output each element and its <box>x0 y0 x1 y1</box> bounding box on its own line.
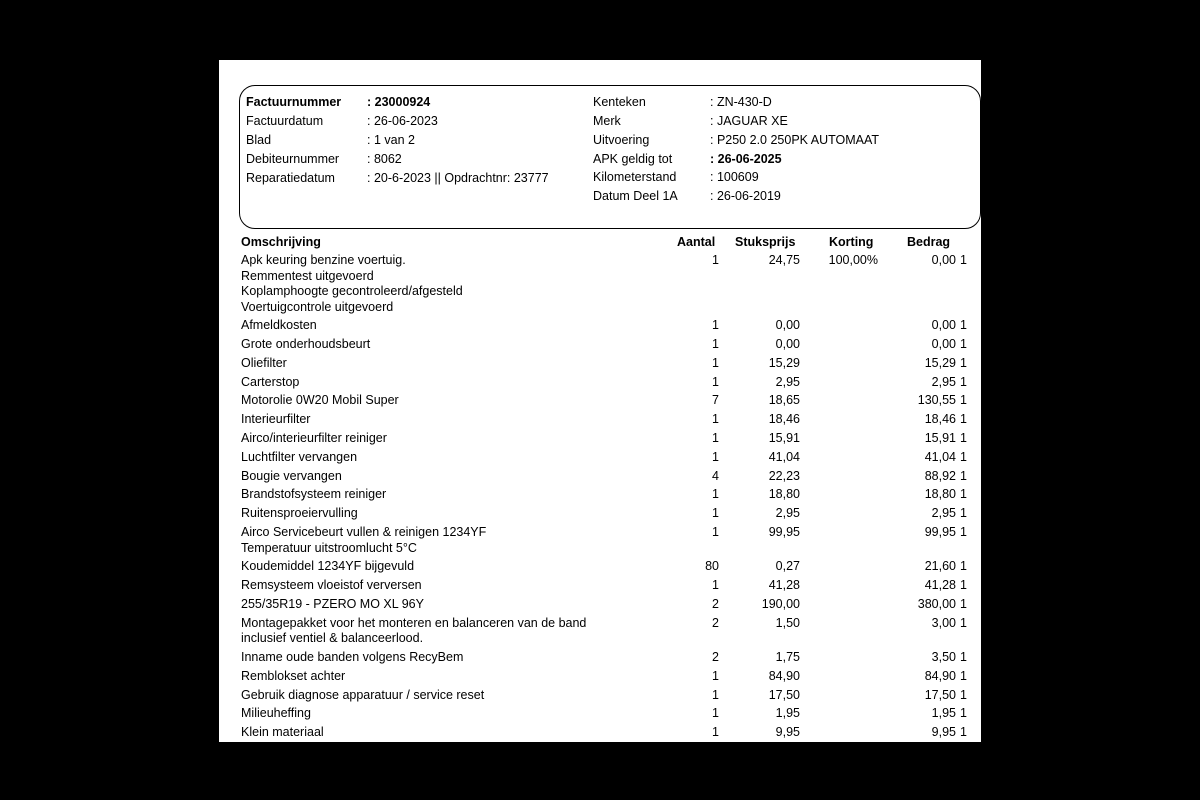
column-header-description: Omschrijving <box>241 235 321 249</box>
row-description <box>219 450 981 466</box>
row-description <box>219 578 981 594</box>
row-amount: 1,95 <box>931 706 956 721</box>
brand-label: Merk <box>593 114 621 128</box>
row-quantity: 1 <box>712 525 719 540</box>
row-description <box>219 337 981 353</box>
row-unit-price: 0,00 <box>775 318 800 333</box>
apk-valid-label: APK geldig tot <box>593 152 673 166</box>
row-description <box>219 559 981 575</box>
row-vat-code: 1 <box>960 318 967 333</box>
row-description <box>219 616 981 647</box>
row-unit-price: 2,95 <box>775 506 800 521</box>
row-description <box>219 706 981 722</box>
row-amount: 0,00 <box>931 318 956 333</box>
table-row <box>219 450 981 466</box>
row-description-line: Apk keuring benzine voertuig. <box>241 253 406 267</box>
row-quantity: 2 <box>712 596 719 611</box>
row-description-line: Ruitensproeiervulling <box>241 506 358 521</box>
row-description-line: Milieuheffing <box>241 706 311 721</box>
row-vat-code: 1 <box>960 668 967 683</box>
row-unit-price: 190,00 <box>761 596 800 611</box>
row-description-line: Gebruik diagnose apparatuur / service reset <box>241 687 485 702</box>
invoice-number-value: : 23000924 <box>367 95 431 109</box>
row-quantity: 1 <box>712 578 719 593</box>
row-amount: 130,55 <box>917 393 956 408</box>
registration-date-value: : 26-06-2019 <box>710 189 781 203</box>
table-row <box>219 578 981 594</box>
row-amount: 0,00 <box>931 337 956 352</box>
table-row <box>219 393 981 409</box>
row-amount: 3,50 <box>931 650 956 665</box>
row-description-line: Voertuigcontrole uitgevoerd <box>241 299 394 314</box>
row-vat-code: 1 <box>960 449 967 464</box>
row-unit-price: 0,00 <box>775 337 800 352</box>
row-amount: 99,95 <box>924 525 956 540</box>
invoice-header-box <box>239 85 981 229</box>
row-amount: 2,95 <box>931 506 956 521</box>
row-description-line: Airco Servicebeurt vullen & reinigen 1234YF <box>241 525 487 540</box>
page-value: : 1 van 2 <box>367 133 415 147</box>
row-vat-code: 1 <box>960 687 967 702</box>
row-quantity: 1 <box>712 668 719 683</box>
row-vat-code: 1 <box>960 374 967 389</box>
table-row <box>219 431 981 447</box>
row-amount: 380,00 <box>917 596 956 611</box>
row-description-line: Remmentest uitgevoerd <box>241 268 374 283</box>
table-row <box>219 669 981 685</box>
row-vat-code: 1 <box>960 725 967 740</box>
invoice-number-label: Factuurnummer <box>246 95 342 109</box>
row-description-line: Airco/interieurfilter reiniger <box>241 431 387 446</box>
row-vat-code: 1 <box>960 412 967 427</box>
row-description-line: Luchtfilter vervangen <box>241 449 358 464</box>
row-description <box>219 318 981 334</box>
row-amount: 88,92 <box>924 468 956 483</box>
column-header-discount: Korting <box>829 235 874 249</box>
row-description <box>219 506 981 522</box>
table-row <box>219 650 981 666</box>
row-vat-code: 1 <box>960 559 967 574</box>
row-quantity: 1 <box>712 725 719 740</box>
invoice-date-value: : 26-06-2023 <box>367 114 438 128</box>
row-quantity: 1 <box>712 706 719 721</box>
apk-valid-value: : 26-06-2025 <box>710 152 782 166</box>
row-description <box>219 393 981 409</box>
row-unit-price: 24,75 <box>768 253 800 267</box>
row-vat-code: 1 <box>960 706 967 721</box>
row-unit-price: 41,04 <box>768 449 800 464</box>
column-header-quantity: Aantal <box>677 235 716 249</box>
row-quantity: 1 <box>712 431 719 446</box>
repair-date-label: Reparatiedatum <box>246 171 335 185</box>
row-vat-code: 1 <box>960 487 967 502</box>
table-row <box>219 356 981 372</box>
row-description-line: 255/35R19 - PZERO MO XL 96Y <box>241 596 424 611</box>
table-row <box>219 487 981 503</box>
column-header-amount: Bedrag <box>907 235 951 249</box>
row-amount: 18,80 <box>924 487 956 502</box>
row-amount: 18,46 <box>924 412 956 427</box>
row-amount: 17,50 <box>924 687 956 702</box>
row-description-line: Motorolie 0W20 Mobil Super <box>241 393 399 408</box>
row-vat-code: 1 <box>960 596 967 611</box>
debtor-number-label: Debiteurnummer <box>246 152 340 166</box>
row-description <box>219 688 981 704</box>
row-quantity: 1 <box>712 449 719 464</box>
table-row <box>219 506 981 522</box>
table-row <box>219 725 981 741</box>
row-unit-price: 99,95 <box>768 525 800 540</box>
row-quantity: 1 <box>712 412 719 427</box>
row-vat-code: 1 <box>960 431 967 446</box>
row-unit-price: 17,50 <box>768 687 800 702</box>
row-description-line: Klein materiaal <box>241 725 324 740</box>
row-unit-price: 0,27 <box>775 559 800 574</box>
registration-date-label: Datum Deel 1A <box>593 189 678 203</box>
row-quantity: 2 <box>712 615 719 630</box>
row-quantity: 7 <box>712 393 719 408</box>
row-description-line: Montagepakket voor het monteren en balanceren van de band <box>241 615 587 630</box>
row-vat-code: 1 <box>960 615 967 630</box>
row-unit-price: 18,46 <box>768 412 800 427</box>
row-quantity: 1 <box>712 687 719 702</box>
row-vat-code: 1 <box>960 393 967 408</box>
row-description-line: Grote onderhoudsbeurt <box>241 337 371 352</box>
debtor-number-value: : 8062 <box>367 152 402 166</box>
row-description-line: Interieurfilter <box>241 412 311 427</box>
row-amount: 9,95 <box>931 725 956 740</box>
row-description-line: Afmeldkosten <box>241 318 317 333</box>
row-description-line: Temperatuur uitstroomlucht 5°C <box>241 540 417 555</box>
row-vat-code: 1 <box>960 578 967 593</box>
row-amount: 0,00 <box>931 253 956 267</box>
row-amount: 41,28 <box>924 578 956 593</box>
row-vat-code: 1 <box>960 525 967 540</box>
row-quantity: 80 <box>705 559 719 574</box>
row-quantity: 1 <box>712 374 719 389</box>
row-unit-price: 15,91 <box>768 431 800 446</box>
table-row <box>219 688 981 704</box>
row-amount: 15,29 <box>924 355 956 370</box>
row-description-line: Brandstofsysteem reiniger <box>241 487 387 502</box>
row-vat-code: 1 <box>960 468 967 483</box>
row-quantity: 1 <box>712 253 719 267</box>
row-description <box>219 487 981 503</box>
row-description-line: inclusief ventiel & balanceerlood. <box>241 631 424 646</box>
column-header-unit-price: Stuksprijs <box>735 235 796 249</box>
row-description <box>219 525 981 556</box>
row-amount: 2,95 <box>931 374 956 389</box>
table-row <box>219 253 981 315</box>
row-description-line: Oliefilter <box>241 355 287 370</box>
row-vat-code: 1 <box>960 355 967 370</box>
row-description-line: Bougie vervangen <box>241 468 342 483</box>
row-unit-price: 9,95 <box>775 725 800 740</box>
row-description <box>219 412 981 428</box>
row-vat-code: 1 <box>960 337 967 352</box>
row-description <box>219 650 981 666</box>
row-description-line: Koplamphoogte gecontroleerd/afgesteld <box>241 284 463 298</box>
row-amount: 84,90 <box>924 668 956 683</box>
table-row <box>219 469 981 485</box>
table-row <box>219 318 981 334</box>
mileage-value: : 100609 <box>710 170 759 184</box>
license-plate-value: : ZN-430-D <box>710 95 772 109</box>
row-unit-price: 1,50 <box>775 615 800 630</box>
row-description <box>219 725 981 741</box>
invoice-page <box>219 60 981 742</box>
row-unit-price: 2,95 <box>775 374 800 389</box>
row-description <box>219 669 981 685</box>
page-label: Blad <box>246 133 272 147</box>
row-amount: 41,04 <box>924 449 956 464</box>
row-discount: 100,00% <box>828 253 878 267</box>
row-quantity: 1 <box>712 337 719 352</box>
brand-value: : JAGUAR XE <box>710 114 788 128</box>
row-quantity: 1 <box>712 355 719 370</box>
row-description <box>219 356 981 372</box>
row-vat-code: 1 <box>960 650 967 665</box>
table-row <box>219 375 981 391</box>
row-description-line: Remblokset achter <box>241 668 346 683</box>
table-row <box>219 706 981 722</box>
table-row <box>219 525 981 556</box>
row-unit-price: 18,65 <box>768 393 800 408</box>
repair-date-value: : 20-6-2023 || Opdrachtnr: 23777 <box>367 171 549 185</box>
row-quantity: 1 <box>712 487 719 502</box>
row-description-line: Carterstop <box>241 374 300 389</box>
row-description-line: Remsysteem vloeistof verversen <box>241 578 422 593</box>
row-amount: 15,91 <box>924 431 956 446</box>
row-quantity: 2 <box>712 650 719 665</box>
table-row <box>219 616 981 647</box>
invoice-date-label: Factuurdatum <box>246 114 324 128</box>
row-quantity: 1 <box>712 318 719 333</box>
model-value: : P250 2.0 250PK AUTOMAAT <box>710 133 880 147</box>
row-description <box>219 469 981 485</box>
row-description-line: Koudemiddel 1234YF bijgevuld <box>241 559 415 574</box>
row-description-line: Inname oude banden volgens RecyBem <box>241 650 464 665</box>
row-vat-code: 1 <box>960 506 967 521</box>
row-amount: 21,60 <box>924 559 956 574</box>
row-unit-price: 18,80 <box>768 487 800 502</box>
row-unit-price: 1,95 <box>775 706 800 721</box>
row-unit-price: 1,75 <box>775 650 800 665</box>
table-row <box>219 337 981 353</box>
row-unit-price: 84,90 <box>768 668 800 683</box>
invoice-line-items <box>219 253 981 742</box>
mileage-label: Kilometerstand <box>593 170 677 184</box>
table-row <box>219 412 981 428</box>
row-quantity: 4 <box>712 468 719 483</box>
license-plate-label: Kenteken <box>593 95 646 109</box>
table-row <box>219 597 981 613</box>
row-amount: 3,00 <box>931 615 956 630</box>
row-description <box>219 375 981 391</box>
row-vat-code: 1 <box>960 253 967 267</box>
row-description <box>219 431 981 447</box>
row-unit-price: 22,23 <box>768 468 800 483</box>
row-unit-price: 15,29 <box>768 355 800 370</box>
row-quantity: 1 <box>712 506 719 521</box>
row-description <box>219 597 981 613</box>
row-unit-price: 41,28 <box>768 578 800 593</box>
model-label: Uitvoering <box>593 133 650 147</box>
table-row <box>219 559 981 575</box>
